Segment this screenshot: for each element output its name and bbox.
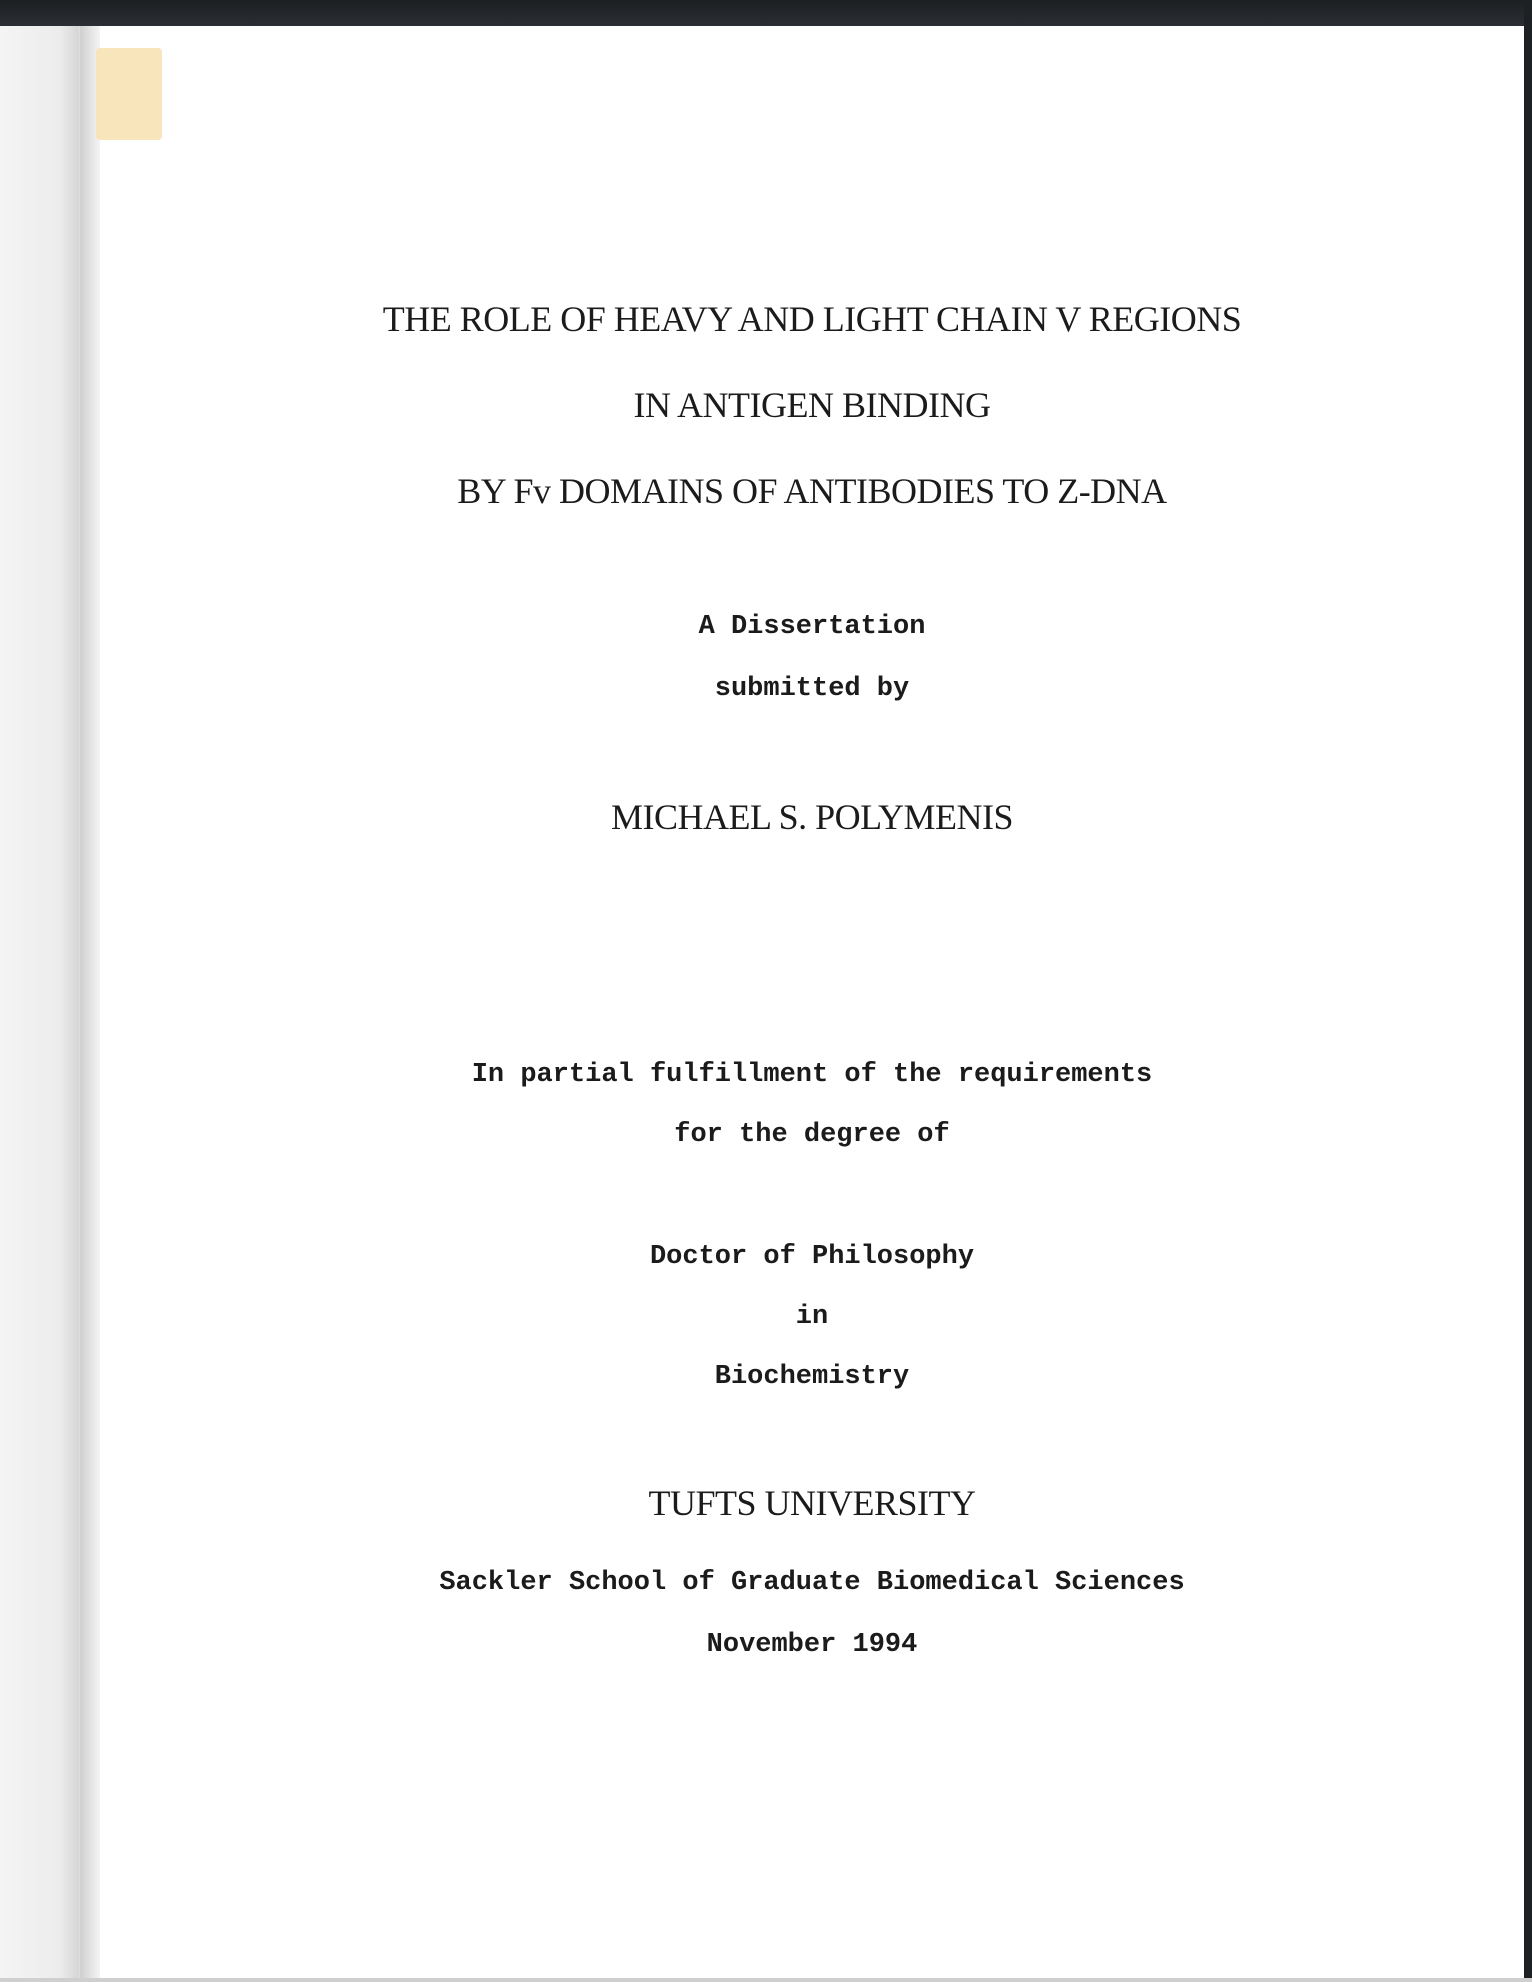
title-line-1: THE ROLE OF HEAVY AND LIGHT CHAIN V REGIONS xyxy=(382,299,1242,339)
scan-bottom-border xyxy=(0,1978,1532,1982)
degree-connector: in xyxy=(795,1302,829,1332)
university-name: TUFTS UNIVERSITY xyxy=(648,1483,976,1523)
requirements-line-1: In partial fulfillment of the requirements xyxy=(471,1060,1153,1090)
submitted-by: submitted by xyxy=(714,674,910,704)
title-line-3: BY Fv DOMAINS OF ANTIBODIES TO Z-DNA xyxy=(457,471,1167,511)
scan-left-border xyxy=(0,0,82,1982)
degree-name: Doctor of Philosophy xyxy=(649,1242,975,1272)
scan-top-border xyxy=(0,0,1532,26)
submission-date: November 1994 xyxy=(706,1630,918,1660)
title-page xyxy=(100,26,1524,1978)
degree-field: Biochemistry xyxy=(714,1362,910,1392)
page-binding-edge xyxy=(80,26,100,1982)
title-line-2: IN ANTIGEN BINDING xyxy=(633,385,991,425)
document-type: A Dissertation xyxy=(698,612,926,642)
author-name: MICHAEL S. POLYMENIS xyxy=(610,797,1014,837)
scan-right-border xyxy=(1524,0,1532,1982)
school-name: Sackler School of Graduate Biomedical Sciences xyxy=(439,1568,1185,1598)
requirements-line-2: for the degree of xyxy=(674,1120,950,1150)
